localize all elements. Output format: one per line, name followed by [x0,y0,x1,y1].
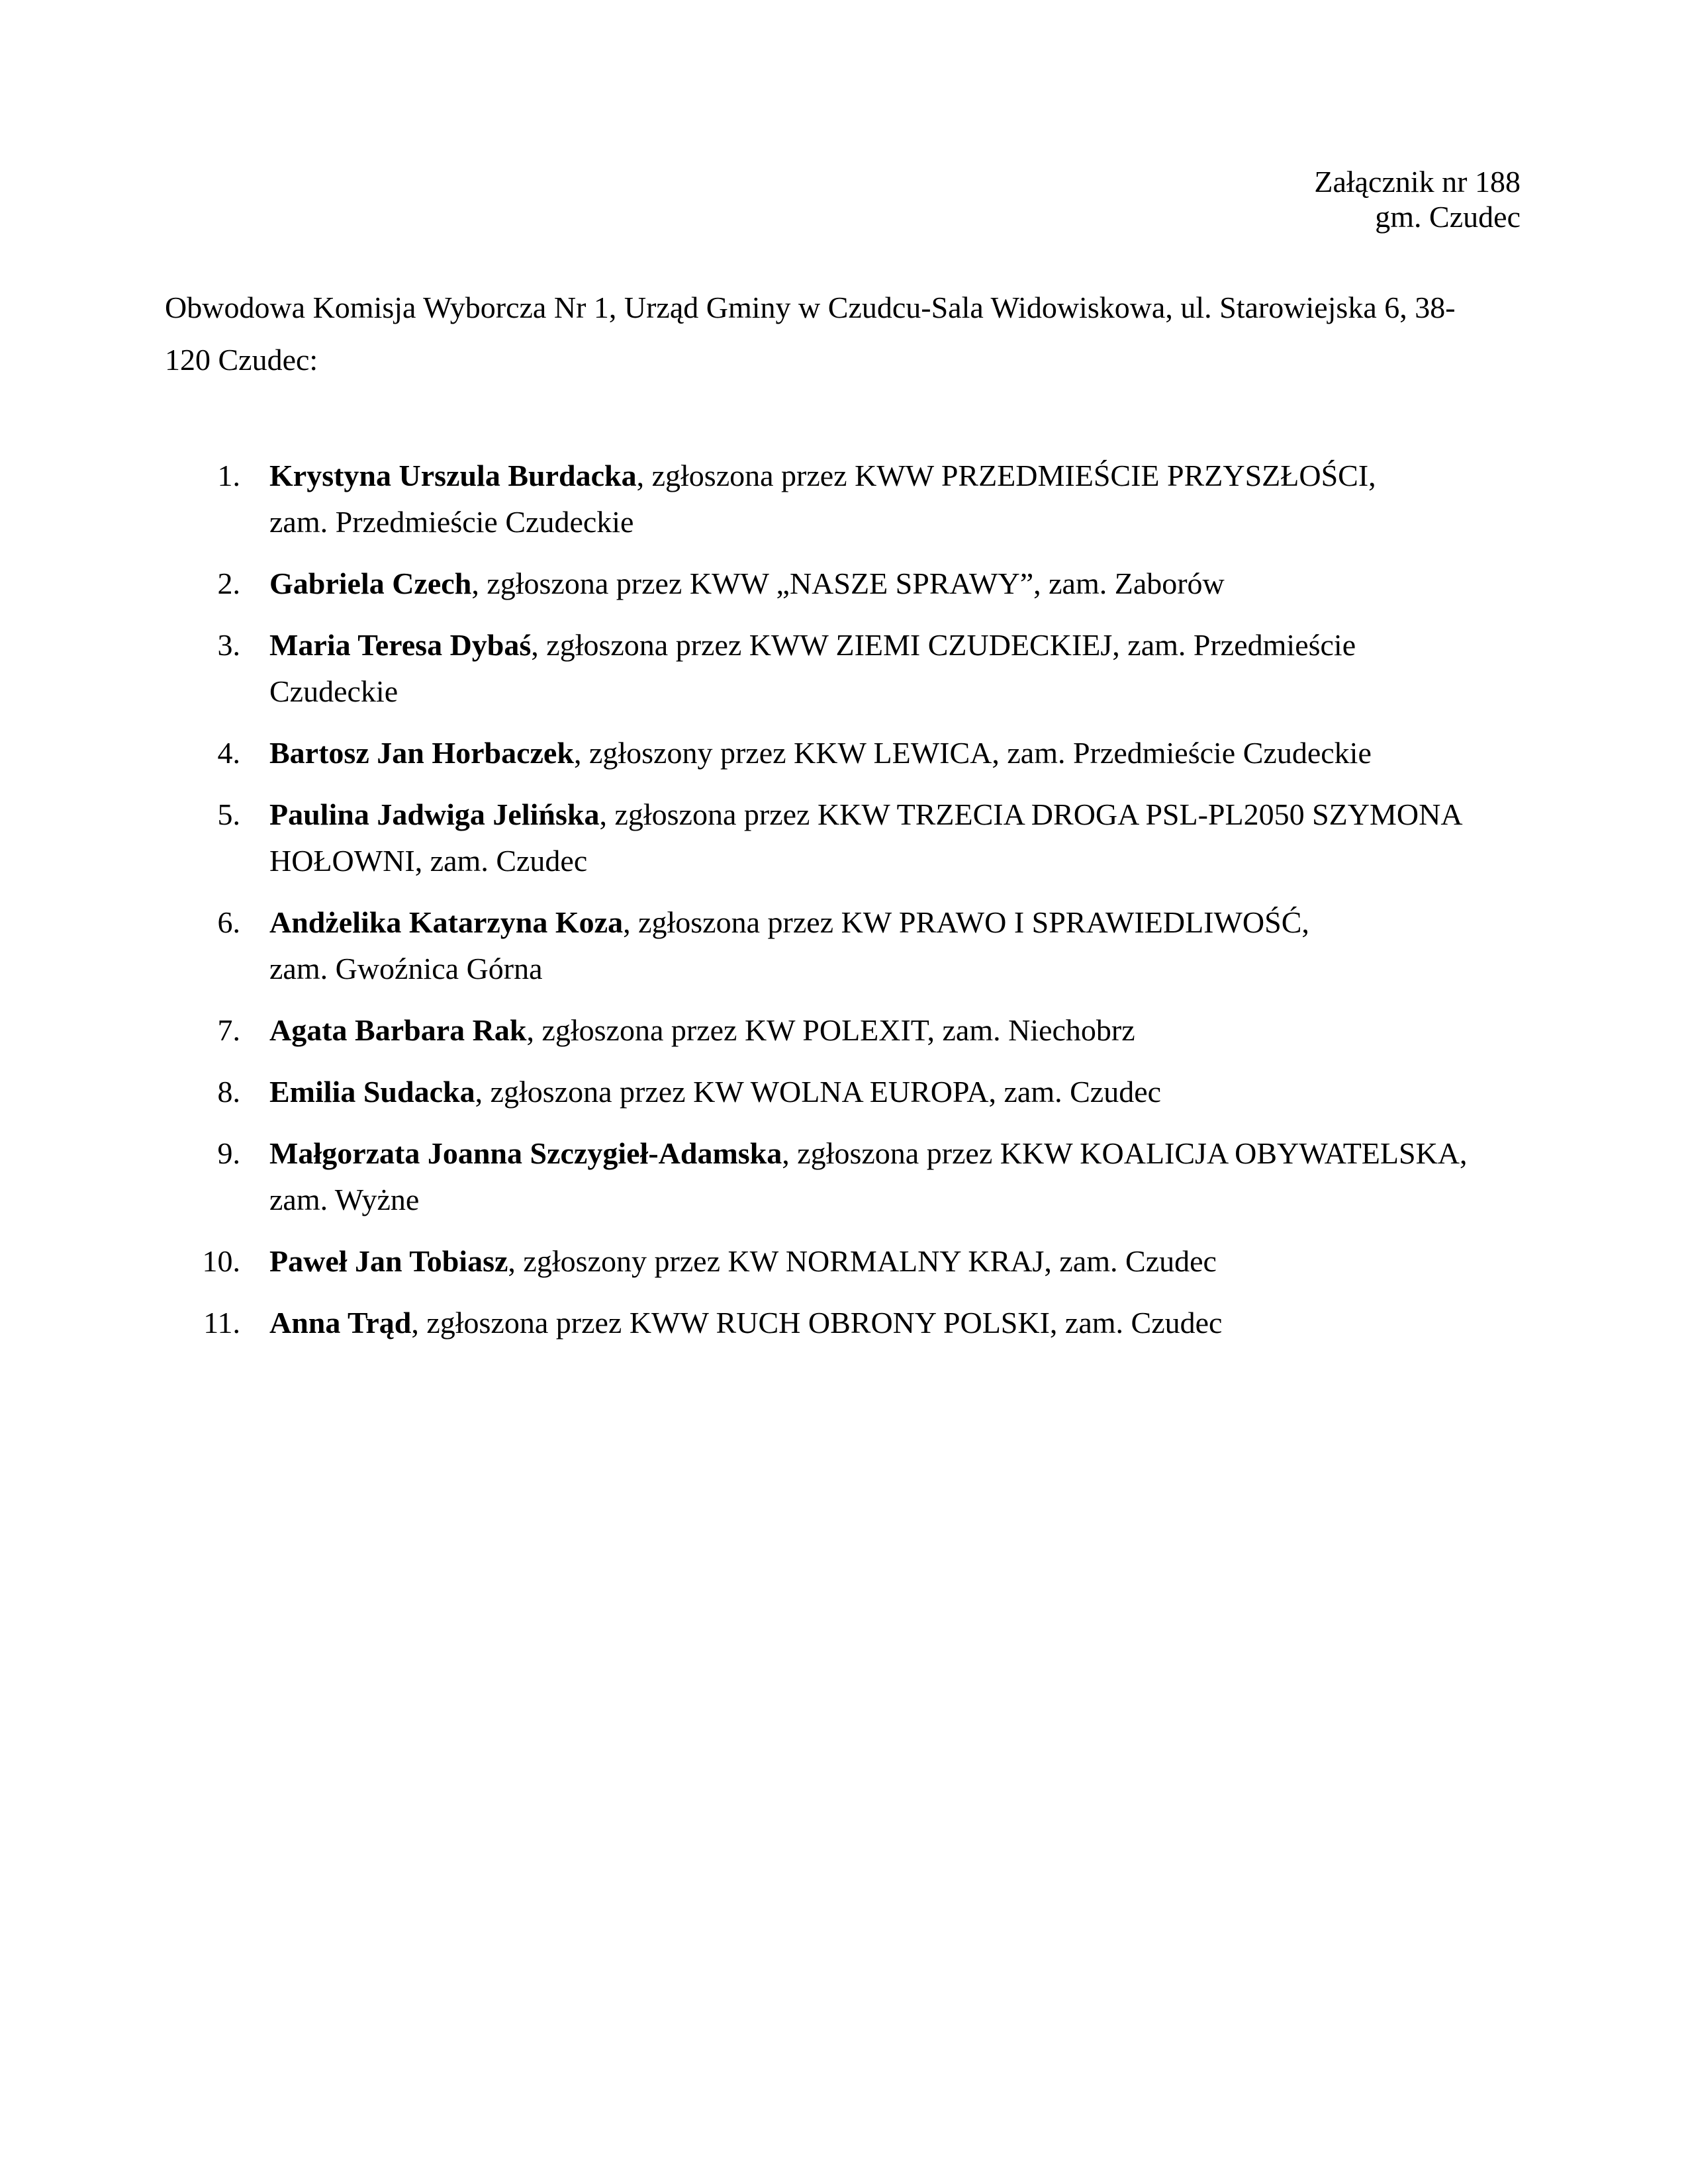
item-line-1 [269,792,1688,838]
item-text [269,1007,1688,1054]
item-number: 10. [202,1244,240,1278]
member-details: , zgłoszona przez KWW „NASZE SPRAWY”, zam. Zaborów [471,567,1225,600]
item-number: 1. [217,459,240,492]
list-item [0,1300,1688,1346]
member-name: Paweł Jan Tobiasz [269,1244,508,1278]
list-item [0,730,1688,776]
item-line-1 [269,1300,1688,1346]
intro-line: Obwodowa Komisja Wyborcza Nr 1, Urząd Gminy w Czudcu-Sala Widowiskowa, ul. Starowiejska 6, 38- [165,291,1456,324]
list-item [0,453,1688,545]
item-line-1 [269,730,1688,776]
member-details: , zgłoszona przez KW WOLNA EUROPA, zam. Czudec [475,1075,1162,1109]
item-number: 7. [217,1013,240,1047]
item-line-2: Czudeckie [269,674,399,708]
item-text [269,792,1688,884]
item-text [269,622,1688,715]
item-text [269,730,1688,776]
item-line-1 [269,1007,1688,1054]
item-number: 4. [217,736,240,770]
item-line-1 [269,561,1688,607]
member-details: , zgłoszona przez KWW RUCH OBRONY POLSKI, zam. Czudec [411,1306,1223,1340]
item-line-2: zam. Gwoźnica Górna [269,952,543,985]
list-item [0,1130,1688,1223]
item-number: 8. [217,1075,240,1109]
member-name: Andżelika Katarzyna Koza [269,905,624,939]
member-details: , zgłoszona przez KWW PRZEDMIEŚCIE PRZYSZŁOŚCI, [636,459,1376,492]
item-line-1 [269,1130,1688,1177]
item-number: 2. [217,567,240,600]
member-details: , zgłoszona przez KWW ZIEMI CZUDECKIEJ, zam. Przedmieście [531,628,1356,662]
member-details: , zgłoszona przez KKW KOALICJA OBYWATELSKA, [782,1136,1468,1170]
list-item [0,792,1688,884]
list-item [0,899,1688,992]
member-name: Bartosz Jan Horbaczek [269,736,574,770]
item-number: 3. [217,628,240,662]
member-details: , zgłoszona przez KW POLEXIT, zam. Niechobrz [526,1013,1135,1047]
item-line-1 [269,1069,1688,1115]
municipality-label: gm. Czudec [1375,200,1521,234]
member-name: Krystyna Urszula Burdacka [269,459,637,492]
member-name: Maria Teresa Dybaś [269,628,532,662]
item-text [269,453,1688,545]
member-list [0,453,1688,1346]
item-text [269,1069,1688,1115]
member-details: , zgłoszony przez KKW LEWICA, zam. Przedmieście Czudeckie [573,736,1372,770]
list-item [0,1238,1688,1285]
commission-address [165,281,1456,386]
item-line-1 [269,1238,1688,1285]
item-line-1 [269,622,1688,668]
item-number: 6. [217,905,240,939]
member-details: , zgłoszona przez KKW TRZECIA DROGA PSL-PL2050 SZYMONA [599,797,1463,831]
list-item [0,1007,1688,1054]
item-line-2: HOŁOWNI, zam. Czudec [269,844,588,878]
member-details: , zgłoszony przez KW NORMALNY KRAJ, zam. Czudec [508,1244,1217,1278]
intro-line: 120 Czudec: [165,343,318,377]
member-name: Gabriela Czech [269,567,472,600]
item-line-1 [269,899,1688,946]
attachment-number: Załącznik nr 188 [1314,165,1521,199]
member-name: Anna Trąd [269,1306,412,1340]
list-item [0,622,1688,715]
member-details: , zgłoszona przez KW PRAWO I SPRAWIEDLIWOŚĆ, [623,905,1309,939]
member-name: Małgorzata Joanna Szczygieł-Adamska [269,1136,782,1170]
item-text [269,1300,1688,1346]
member-name: Paulina Jadwiga Jelińska [269,797,600,831]
item-text [269,1130,1688,1223]
item-number: 9. [217,1136,240,1170]
list-item [0,1069,1688,1115]
document-header [1314,164,1521,234]
item-text [269,561,1688,607]
item-line-1 [269,453,1688,499]
item-line-2: zam. Wyżne [269,1183,420,1216]
item-text [269,1238,1688,1285]
item-line-2: zam. Przedmieście Czudeckie [269,505,634,539]
item-number: 11. [203,1306,240,1340]
item-text [269,899,1688,992]
member-name: Agata Barbara Rak [269,1013,527,1047]
member-name: Emilia Sudacka [269,1075,475,1109]
item-number: 5. [217,797,240,831]
list-item [0,561,1688,607]
